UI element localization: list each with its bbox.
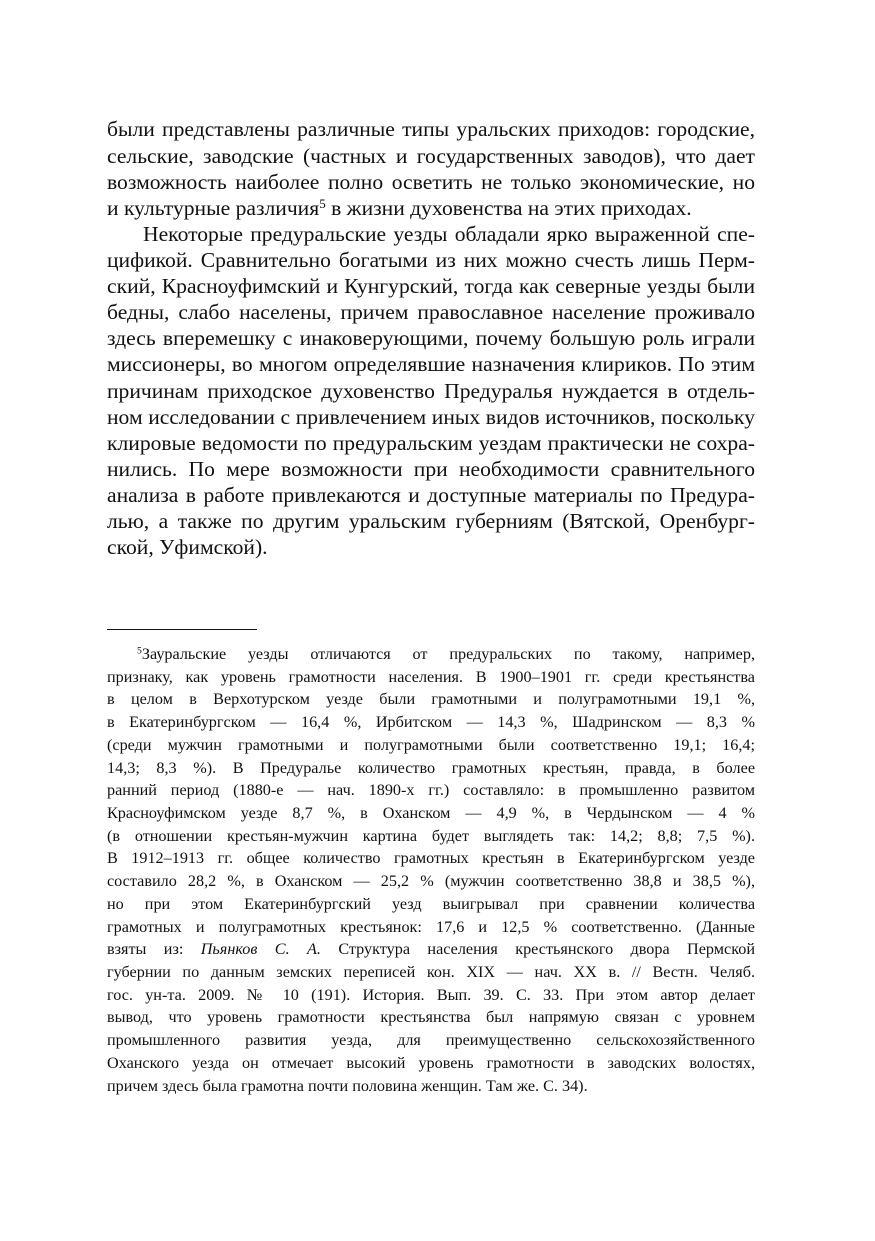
body-line: нились. По мере возможности при необходимости сравнительного — [107, 457, 755, 481]
footnote-line: Красноуфимском уезде 8,7 %, в Оханском — 4,9 %, в Чердынском — 4 % — [107, 804, 755, 822]
body-line: причинам приходское духовенство Предуралья нуждается в отдель- — [107, 379, 755, 403]
body-line: ном исследовании с привлечением иных видов источников, поскольку — [107, 405, 755, 429]
footnote-line: вывод, что уровень грамотности крестьянства был напрямую связан с уровнем — [107, 1008, 755, 1026]
footnote-separator — [107, 629, 257, 630]
footnote-line: причем здесь была грамотна почти половина женщин. Там же. С. 34). — [107, 1077, 588, 1095]
footnote-line: но при этом Екатеринбургский уезд выигрывал при сравнении количества — [107, 895, 755, 913]
author-name: Пьянков С. А. — [200, 940, 321, 958]
footnote-line: (среди мужчин грамотными и полуграмотными были соответственно 19,1; 16,4; — [107, 736, 755, 754]
footnote-ref: 5 — [319, 195, 326, 211]
body-line: бедны, слабо населены, причем православное население проживало — [107, 300, 755, 324]
footnote-line: гос. ун-та. 2009. № 10 (191). История. Вып. 39. С. 33. При этом автор делает — [107, 986, 755, 1004]
body-line: лью, а также по другим уральским губерниям (Вятской, Оренбург- — [107, 509, 755, 533]
footnote-line: 14,3; 8,3 %). В Предуралье количество грамотных крестьян, правда, в более — [107, 759, 755, 777]
body-line: клировые ведомости по предуральским уездам практически не сохра- — [107, 431, 755, 455]
body-line: здесь вперемешку с инаковерующими, почему большую роль играли — [107, 326, 755, 350]
body-line: были представлены различные типы уральских приходов: городские, — [107, 117, 755, 141]
footnote-line: грамотных и полуграмотных крестьянок: 17,6 и 12,5 % соответственно. (Данные — [107, 918, 755, 936]
footnote-line: В 1912–1913 гг. общее количество грамотных крестьян в Екатеринбургском уезде — [107, 849, 755, 867]
footnote-line: ранний период (1880-е — нач. 1890-х гг.) составляло: в промышленно развитом — [107, 781, 755, 799]
footnote-line: промышленного развития уезда, для преимущественно сельскохозяйственного — [107, 1031, 755, 1049]
footnote-number: 5 — [137, 645, 142, 657]
footnote-line: (в отношении крестьян-мужчин картина будет выглядеть так: 14,2; 8,8; 7,5 %). — [107, 827, 755, 845]
body-line: сельские, заводские (частных и государственных заводов), что дает — [107, 144, 755, 168]
body-line: миссионеры, во многом определявшие назначения клириков. По этим — [107, 352, 755, 376]
body-line: ский, Красноуфимский и Кунгурский, тогда как северные уезды были — [107, 274, 755, 298]
footnote-line: в Екатеринбургском — 16,4 %, Ирбитском — 14,3 %, Шадринском — 8,3 % — [107, 713, 755, 731]
footnote-line: губернии по данным земских переписей кон. XIX — нач. XX в. // Вестн. Челяб. — [107, 963, 755, 981]
body-line: ской, Уфимской). — [107, 535, 268, 559]
footnote-line: составило 28,2 %, в Оханском — 25,2 % (мужчин соответственно 38,8 и 38,5 %), — [107, 872, 755, 890]
body-line: анализа в работе привлекаются и доступные материалы по Предура- — [107, 483, 755, 507]
footnote-line: признаку, как уровень грамотности населения. В 1900–1901 гг. среди крестьянства — [107, 668, 755, 686]
footnote-line: Оханского уезда он отмечает высокий уровень грамотности в заводских волостях, — [107, 1054, 755, 1072]
footnote-line: $^5$Зауральские уезды отличаются от предуральских по такому, например, — [137, 645, 755, 663]
footnote-line: в целом в Верхотурском уезде были грамотными и полуграмотными 19,1 %, — [107, 690, 755, 708]
body-line: возможность наиболее полно осветить не только экономические, но — [107, 170, 755, 194]
body-line: и культурные различия$^5$ в жизни духовенства на этих приходах. — [107, 195, 692, 220]
body-line: цификой. Сравнительно богатыми из них можно счесть лишь Перм- — [107, 248, 755, 272]
footnote-line: взяты из: Пьянков С. А. Структура населения крестьянского двора Пермской — [107, 940, 756, 958]
body-line: Некоторые предуральские уезды обладали ярко выраженной спе- — [143, 222, 755, 246]
